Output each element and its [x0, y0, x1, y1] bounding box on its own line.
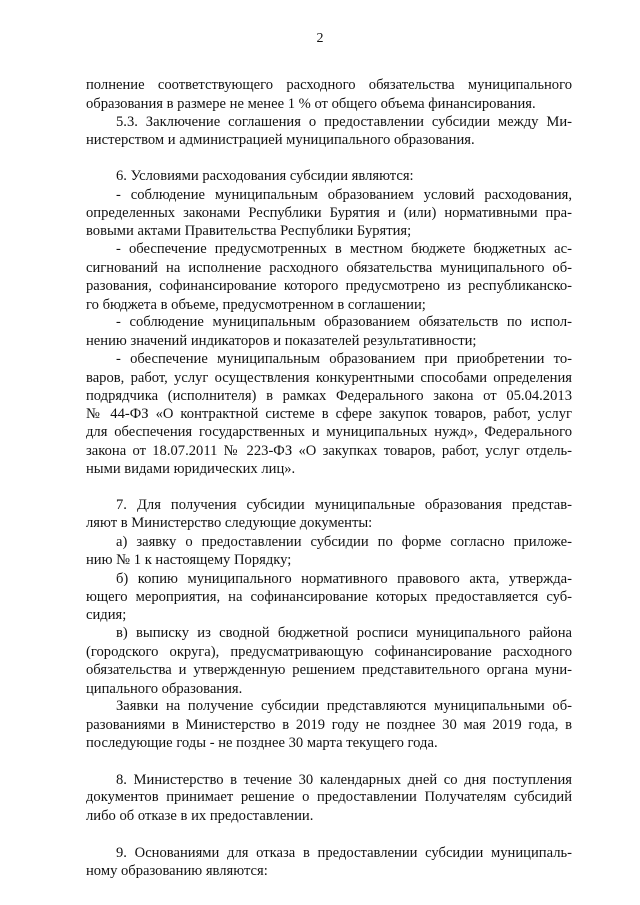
text-line: определенных законами Республики Бурятия и (или) нормативными пра- [86, 205, 572, 221]
text-line: полнение соответствующего расходного обязательства муниципального [86, 77, 572, 93]
text-line: разованиями в Министерство в 2019 году не позднее 30 мая 2019 года, в [86, 717, 572, 733]
text-line: ными видами юридических лиц». [86, 461, 296, 477]
text-line: а) заявку о предоставлении субсидии по форме согласно приложе- [116, 534, 572, 550]
text-line: - обеспечение муниципальным образованием при приобретении то- [116, 351, 572, 367]
text-line: нию № 1 к настоящему Порядку; [86, 552, 292, 568]
text-line: 9. Основаниями для отказа в предоставлении субсидии муниципаль- [116, 845, 572, 861]
text-line: 7. Для получения субсидии муниципальные образования представ- [116, 497, 572, 513]
text-line: 5.3. Заключение соглашения о предоставлении субсидии между Ми- [116, 114, 572, 130]
text-line: го бюджета в объеме, предусмотренном в соглашении; [86, 297, 426, 313]
text-line: разования, софинансирование которого предусмотрено из республиканско- [86, 278, 572, 294]
text-line: закона от 18.07.2011 № 223-ФЗ «О закупках товаров, работ, услуг отдель- [86, 443, 572, 459]
text-line: ляют в Министерство следующие документы: [86, 515, 373, 531]
text-line: № 44-ФЗ «О контрактной системе в сфере закупок товаров, работ, услуг [86, 406, 572, 422]
text-line: нению значений индикаторов и показателей результативности; [86, 333, 477, 349]
text-line: варов, работ, услуг осуществления конкурентными способами определения [86, 370, 572, 386]
text-line: для обеспечения государственных и муниципальных нужд», Федерального [86, 424, 572, 440]
text-line: сигнований на исполнение расходного обязательства муниципального об- [86, 260, 572, 276]
text-line: - соблюдение муниципальным образованием обязательств по испол- [116, 314, 572, 330]
text-line: - соблюдение муниципальным образованием условий расходования, [116, 187, 572, 203]
text-line: документов принимает решение о предоставлении Получателям субсидий [86, 789, 572, 805]
text-line: последующие годы - не позднее 30 марта текущего года. [86, 735, 438, 751]
text-line: обязательства и утвержденную решением представительного органа муни- [86, 662, 572, 678]
text-line: ципального образования. [86, 681, 243, 697]
text-line: - обеспечение предусмотренных в местном бюджете бюджетных ас- [116, 241, 572, 257]
text-line: нистерством и администрацией муниципального образования. [86, 132, 475, 148]
text-line: 6. Условиями расходования субсидии являются: [116, 168, 414, 184]
text-line: либо об отказе в их предоставлении. [86, 808, 314, 824]
text-line: 8. Министерство в течение 30 календарных дней со дня поступления [116, 772, 572, 788]
text-line: ющего мероприятия, на софинансирование которых предоставляется суб- [86, 589, 572, 605]
page-number: 2 [316, 31, 324, 46]
text-line: (городского округа), предусматривающую софинансирование расходного [86, 644, 572, 660]
text-line: подрядчика (исполнителя) в рамках Федерального закона от 05.04.2013 [86, 388, 572, 404]
text-line: в) выписку из сводной бюджетной росписи муниципального района [116, 625, 572, 641]
text-line: ному образованию являются: [86, 863, 268, 879]
text-line: б) копию муниципального нормативного правового акта, утвержда- [116, 571, 572, 587]
text-line: Заявки на получение субсидии представляются муниципальными об- [116, 698, 572, 714]
text-line: образования в размере не менее 1 % от общего объема финансирования. [86, 96, 536, 112]
text-line: сидия; [86, 607, 127, 623]
text-line: вовыми актами Правительства Республики Бурятия; [86, 223, 412, 239]
